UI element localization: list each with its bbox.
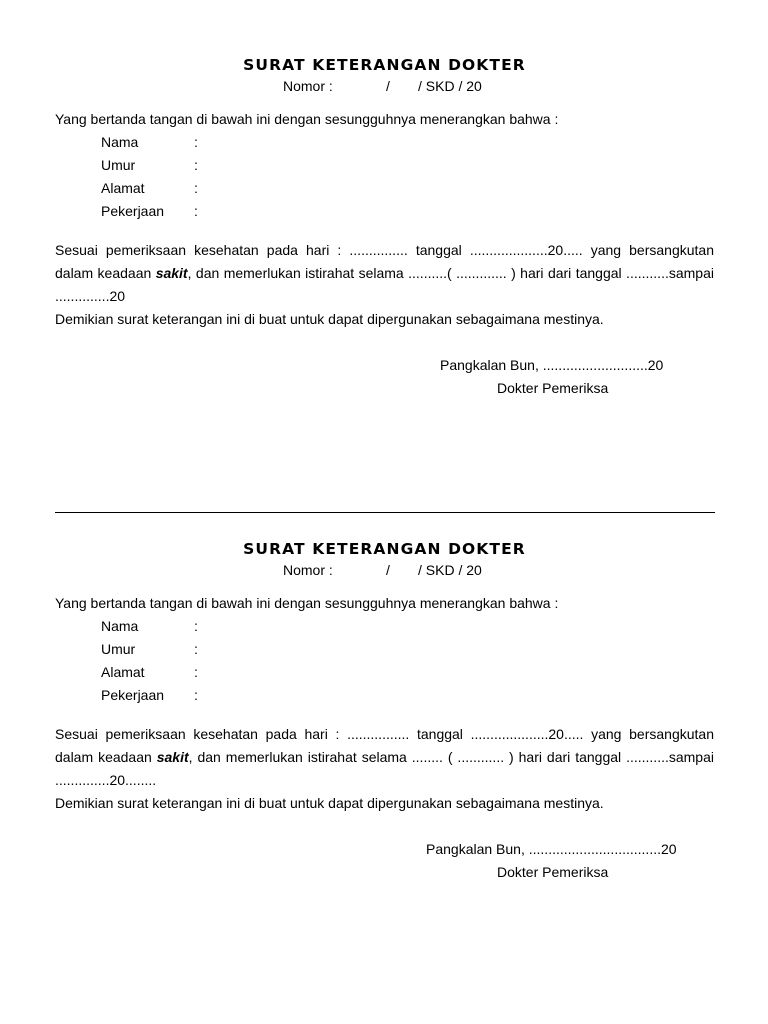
- intro-statement: Yang bertanda tangan di bawah ini dengan sesungguhnya menerangkan bahwa :: [55, 595, 559, 611]
- field-pekerjaan: [55, 685, 714, 708]
- paragraph-text-cont: , dan memerlukan istirahat selama ..........( ............. ) hari dari tanggal ...........sampai ..............20: [55, 265, 714, 304]
- nomor-suffix: / SKD / 20: [418, 78, 482, 94]
- field-umur: [55, 155, 714, 178]
- document-number-line: [55, 76, 714, 96]
- sakit-emphasis: sakit: [155, 265, 188, 281]
- nomor-label: Nomor :: [283, 78, 333, 94]
- place-date: Pangkalan Bun, ...........................20: [440, 357, 664, 373]
- intro-statement: Yang bertanda tangan di bawah ini dengan sesungguhnya menerangkan bahwa :: [55, 111, 559, 127]
- field-pekerjaan: [55, 201, 714, 224]
- signature-block: [55, 354, 714, 400]
- signer-title: Dokter Pemeriksa: [497, 380, 609, 396]
- paragraph-text: Sesuai pemeriksaan kesehatan pada hari : ................ tanggal ....................20..... yang bersangkutan dalam keadaan: [55, 726, 714, 765]
- field-colon: :: [194, 203, 198, 219]
- field-alamat: [55, 178, 714, 201]
- field-label: Pekerjaan: [101, 687, 165, 703]
- paragraph-text-cont: , dan memerlukan istirahat selama ........ ( ............ ) hari dari tanggal ...........sampai ..............20........: [55, 749, 714, 788]
- cut-line-divider: [55, 512, 715, 513]
- paragraph-text: Sesuai pemeriksaan kesehatan pada hari : ............... tanggal ....................20..... yang bersangkutan dalam keadaan: [55, 242, 714, 281]
- certificate-form-1: [55, 55, 714, 400]
- field-label: Pekerjaan: [101, 203, 165, 219]
- place-date: Pangkalan Bun, ..................................20: [426, 841, 677, 857]
- field-colon: :: [194, 687, 198, 703]
- patient-fields: [55, 616, 714, 708]
- examination-paragraph: [55, 723, 714, 792]
- field-label: Nama: [101, 618, 139, 634]
- sakit-emphasis: sakit: [156, 749, 189, 765]
- nomor-suffix: / SKD / 20: [418, 562, 482, 578]
- field-label: Alamat: [101, 180, 145, 196]
- signer-title: Dokter Pemeriksa: [497, 864, 609, 880]
- document-title: SURAT KETERANGAN DOKTER: [243, 540, 526, 558]
- certificate-form-2: [55, 539, 714, 884]
- field-alamat: [55, 662, 714, 685]
- document-number-line: [55, 560, 714, 580]
- field-colon: :: [194, 180, 198, 196]
- field-nama: [55, 616, 714, 639]
- field-colon: :: [194, 157, 198, 173]
- field-colon: :: [194, 134, 198, 150]
- field-label: Umur: [101, 641, 136, 657]
- field-label: Umur: [101, 157, 136, 173]
- field-label: Nama: [101, 134, 139, 150]
- nomor-label: Nomor :: [283, 562, 333, 578]
- patient-fields: [55, 132, 714, 224]
- field-colon: :: [194, 641, 198, 657]
- closing-statement: Demikian surat keterangan ini di buat untuk dapat dipergunakan sebagaimana mestinya.: [55, 311, 604, 327]
- examination-paragraph: [55, 239, 714, 308]
- field-nama: [55, 132, 714, 155]
- field-colon: :: [194, 618, 198, 634]
- closing-statement: Demikian surat keterangan ini di buat untuk dapat dipergunakan sebagaimana mestinya.: [55, 795, 604, 811]
- field-colon: :: [194, 664, 198, 680]
- field-label: Alamat: [101, 664, 145, 680]
- nomor-slash: /: [386, 78, 390, 94]
- nomor-slash: /: [386, 562, 390, 578]
- field-umur: [55, 639, 714, 662]
- document-title: SURAT KETERANGAN DOKTER: [243, 56, 526, 74]
- signature-block: [55, 838, 714, 884]
